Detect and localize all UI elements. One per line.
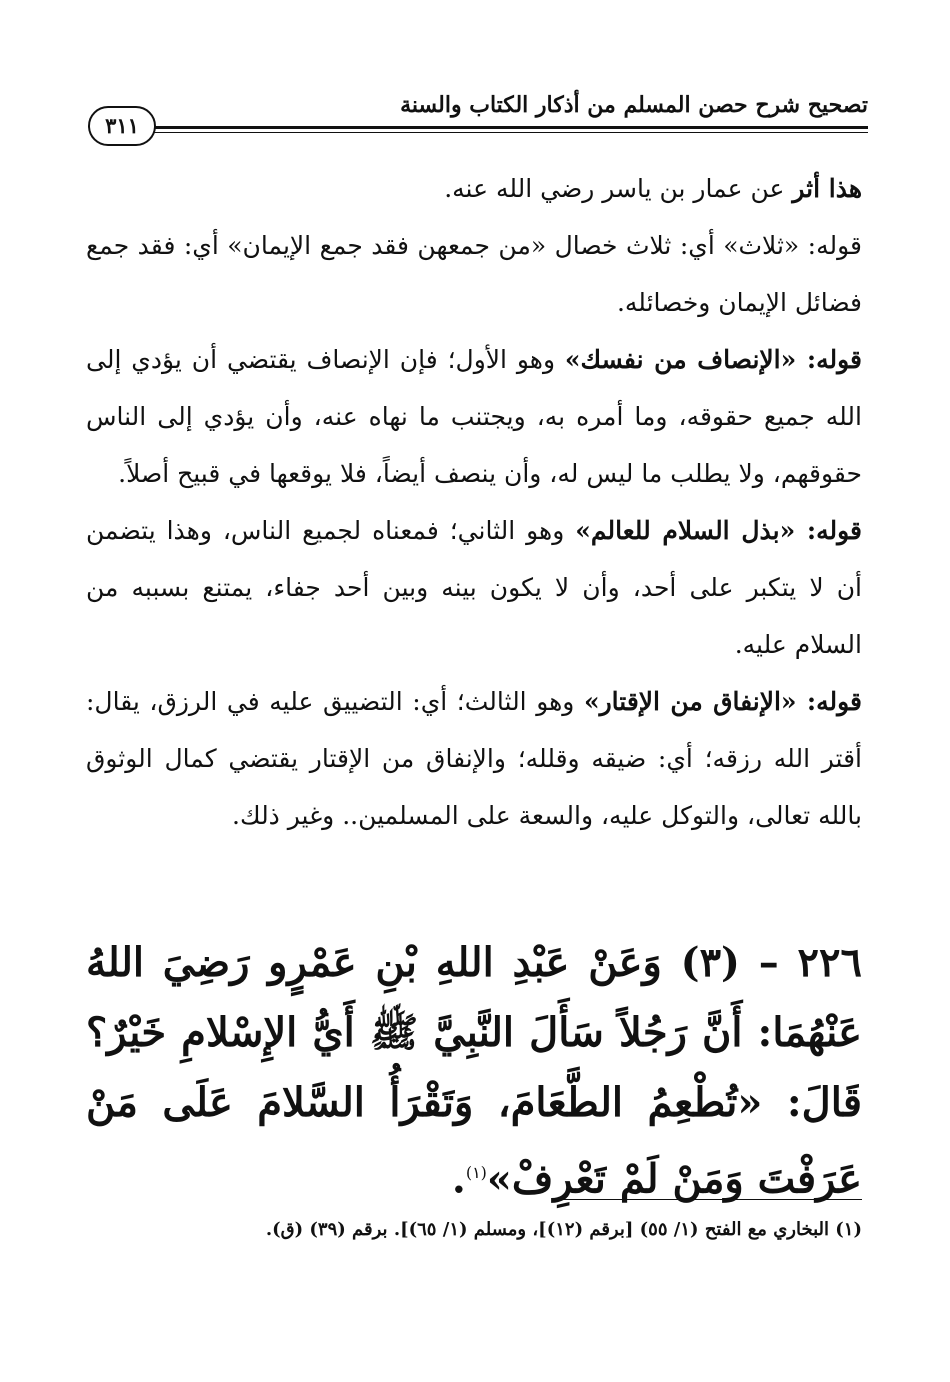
paragraph-3-lead: قوله: «الإنصاف من نفسك» bbox=[564, 345, 862, 374]
paragraph-3 bbox=[86, 331, 862, 502]
paragraph-2 bbox=[86, 217, 862, 331]
paragraph-1-text: عن عمار بن ياسر رضي الله عنه. bbox=[444, 174, 793, 203]
paragraph-1 bbox=[86, 160, 862, 217]
paragraph-5-lead: قوله: «الإنفاق من الإقتار» bbox=[583, 687, 862, 716]
paragraph-4-lead: قوله: «بذل السلام للعالم» bbox=[575, 516, 862, 545]
page-header bbox=[88, 92, 868, 150]
hadith-body: ٢٢٦ – (٣) وَعَنْ عَبْدِ اللهِ بْنِ عَمْرٍو رَضِيَ اللهُ عَنْهُمَا: أَنَّ رَجُلاً سَأَلَ النَّبِيَّ ﷺ أَيُّ الإِسْلامِ خَيْرٌ؟ قَالَ: «تُطْعِمُ الطَّعَامَ، وَتَقْرَأُ السَّلامَ عَلَى مَنْ عَرَفْتَ وَمَنْ لَمْ تَعْرِفْ» bbox=[86, 939, 862, 1203]
paragraph-4-text: وهو الثاني؛ فمعناه لجميع الناس، وهذا يتضمن أن لا يتكبر على أحد، وأن لا يكون بينه وبين أحد جفاء، يمتنع بسببه من السلام عليه. bbox=[86, 516, 862, 659]
paragraph-5 bbox=[86, 673, 862, 844]
paragraph-4 bbox=[86, 502, 862, 673]
footnote-marker: (١) bbox=[465, 1163, 487, 1182]
paragraph-5-text: وهو الثالث؛ أي: التضييق عليه في الرزق، يقال: أقتر الله رزقه؛ أي: ضيقه وقلله؛ والإنفاق من الإقتار يقتضي كمال الوثوق بالله تعالى، والتوكل عليه، والسعة على المسلمين.. وغير ذلك. bbox=[86, 687, 862, 830]
paragraph-3-text: وهو الأول؛ فإن الإنصاف يقتضي أن يؤدي إلى الله جميع حقوقه، وما أمره به، ويجتنب ما نهاه عنه، وأن يؤدي إلى الناس حقوقهم، ولا يطلب ما ليس له، وأن ينصف أيضاً، فلا يوقعها في قبيح أصلاً. bbox=[86, 345, 862, 488]
hadith-end: . bbox=[451, 1155, 466, 1203]
footnote: (١) البخاري مع الفتح (١/ ٥٥) [برقم (١٢)]، ومسلم (١/ ٦٥)]. برقم (٣٩) (ق). bbox=[265, 1219, 862, 1240]
running-title: تصحيح شرح حصن المسلم من أذكار الكتاب والسنة bbox=[400, 92, 868, 118]
body-text bbox=[86, 160, 862, 844]
page-number: ٣١١ bbox=[88, 106, 156, 146]
paragraph-1-lead: هذا أثر bbox=[792, 174, 862, 203]
hadith-text bbox=[86, 928, 862, 1214]
header-rule bbox=[148, 126, 868, 133]
footnote-rule bbox=[562, 1199, 862, 1200]
paragraph-2-text: قوله: «ثلاث» أي: ثلاث خصال «من جمعهن فقد جمع الإيمان» أي: فقد جمع فضائل الإيمان وخصائله. bbox=[86, 231, 862, 317]
